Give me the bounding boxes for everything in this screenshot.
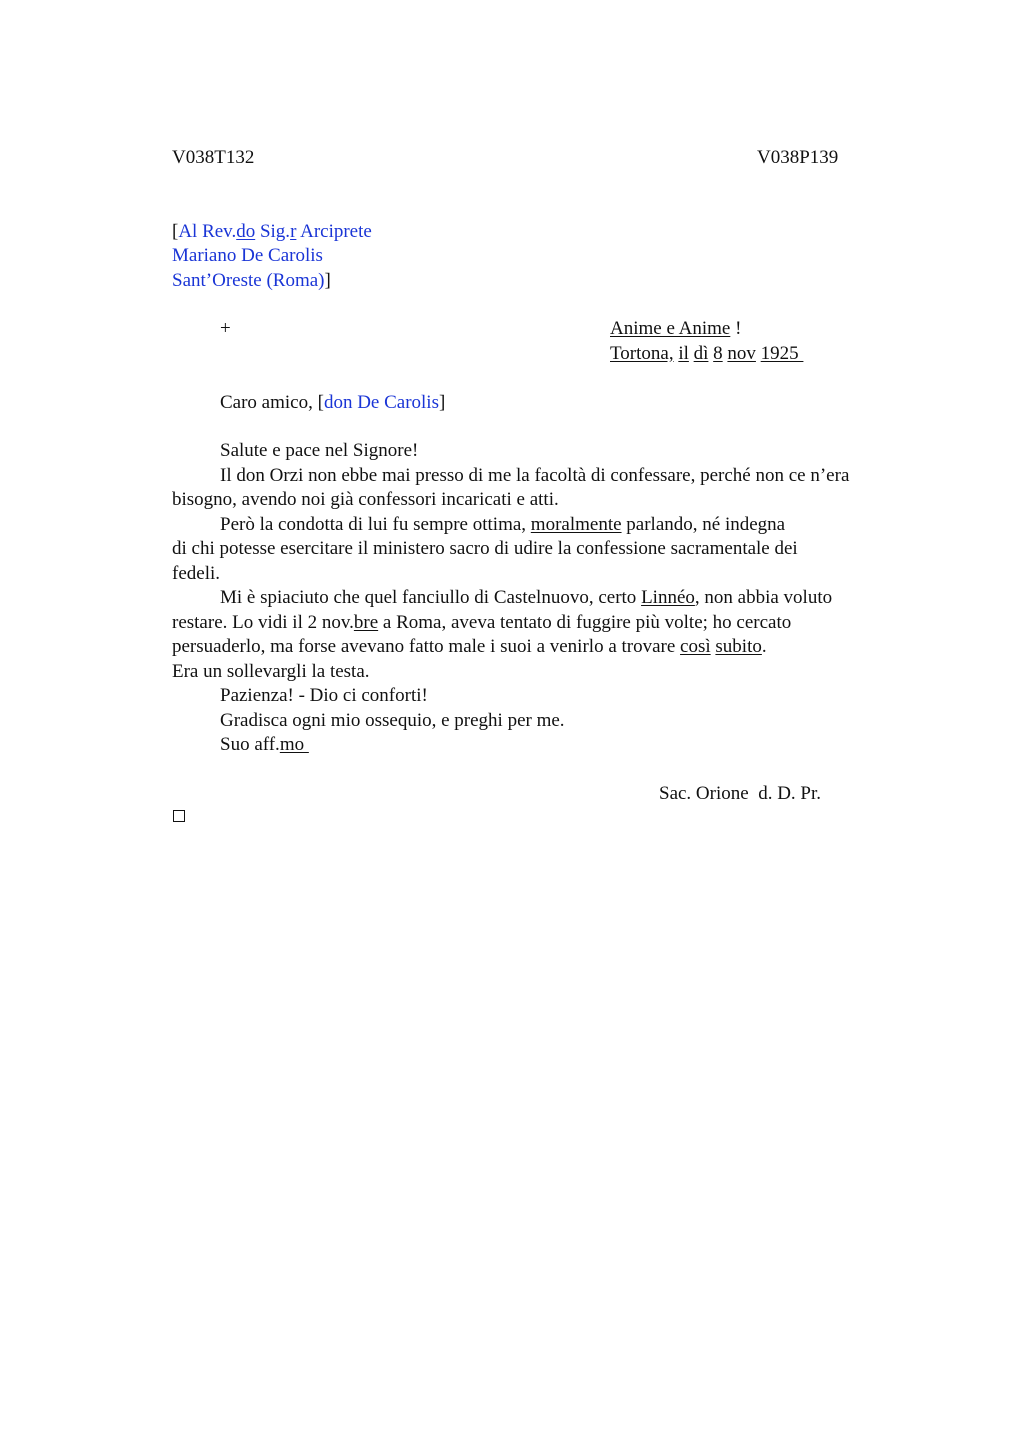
end-of-document-box bbox=[173, 810, 185, 822]
address-line1-c: Sig. bbox=[255, 221, 291, 242]
cross-symbol: + bbox=[220, 318, 231, 339]
closing-text: Suo aff. bbox=[220, 734, 280, 755]
underlined-word: Linnéo bbox=[641, 587, 695, 608]
text-span: parlando, né indegna bbox=[621, 513, 786, 535]
date-month: nov bbox=[727, 343, 756, 364]
date-di: dì bbox=[693, 343, 709, 364]
text-span: a Roma, aveva tentato di fuggire più volte; ho cercato bbox=[378, 611, 792, 633]
text-span: restare. Lo vidi il 2 nov. bbox=[172, 611, 354, 633]
closing-underlined: mo bbox=[279, 734, 309, 755]
text-span: , non abbia voluto bbox=[694, 587, 833, 608]
document-code-left: V038T132 bbox=[172, 147, 255, 168]
text-span: . bbox=[761, 636, 767, 657]
signature: Sac. Orione d. D. Pr. bbox=[659, 783, 822, 804]
text-span: Però la condotta di lui fu sempre ottima, bbox=[220, 513, 531, 535]
salutation bbox=[220, 391, 445, 416]
date-il: il bbox=[678, 343, 689, 364]
letter-body bbox=[172, 439, 912, 758]
closing-line bbox=[172, 733, 912, 758]
paragraph-3-line-4: Era un sollevargli la testa. bbox=[172, 660, 370, 682]
motto-text: Anime e Anime bbox=[610, 318, 731, 339]
address-close-bracket: ] bbox=[324, 270, 331, 291]
date-day: 8 bbox=[713, 343, 723, 364]
address-line1-b: do bbox=[236, 221, 256, 242]
address-line3-text: Sant’Oreste (Roma) bbox=[172, 270, 325, 291]
salutation-prefix: Caro amico, [ bbox=[220, 392, 324, 413]
document-code-right: V038P139 bbox=[757, 147, 839, 168]
motto bbox=[610, 317, 741, 342]
paragraph-2-line-2: di chi potesse esercitare il ministero sacro di udire la confessione sacramentale dei bbox=[172, 538, 798, 559]
address-line1-a: Al Rev. bbox=[178, 221, 237, 242]
underlined-word: subito bbox=[715, 636, 762, 657]
underlined-word: così bbox=[680, 636, 711, 657]
address-line-3 bbox=[172, 269, 331, 294]
address-line-1 bbox=[172, 220, 372, 245]
paragraph-1-line-2: bisogno, avendo noi già confessori incaricati e atti. bbox=[172, 489, 559, 510]
address-line1-e: Arciprete bbox=[296, 221, 372, 242]
paragraph-4: Pazienza! - Dio ci conforti! bbox=[220, 685, 428, 706]
greeting-line: Salute e pace nel Signore! bbox=[220, 440, 419, 461]
underlined-word: bre bbox=[353, 611, 379, 633]
address-line-2: Mariano De Carolis bbox=[172, 245, 323, 266]
dateline bbox=[610, 342, 803, 367]
address-open-bracket: [ bbox=[172, 221, 179, 242]
paragraph-1-line-1: Il don Orzi non ebbe mai presso di me la facoltà di confessare, perché non ce n’era bbox=[220, 464, 850, 486]
salutation-name: don De Carolis bbox=[323, 392, 439, 413]
date-year: 1925 bbox=[760, 343, 804, 364]
paragraph-2-line-1 bbox=[172, 513, 912, 538]
paragraph-3-line-2 bbox=[172, 611, 912, 636]
date-place: Tortona, bbox=[610, 343, 674, 364]
text-span: Mi è spiaciuto che quel fanciullo di Castelnuovo, certo bbox=[220, 587, 642, 608]
motto-punct: ! bbox=[730, 318, 742, 339]
paragraph-2-line-3: fedeli. bbox=[172, 562, 221, 584]
address-line1-d: r bbox=[290, 221, 297, 242]
salutation-suffix: ] bbox=[438, 392, 446, 413]
text-span: persuaderlo, ma forse avevano fatto male i suoi a venirlo a trovare bbox=[172, 636, 681, 657]
paragraph-3-line-3 bbox=[172, 635, 912, 660]
paragraph-5: Gradisca ogni mio ossequio, e preghi per me. bbox=[220, 709, 565, 731]
underlined-word: moralmente bbox=[530, 513, 622, 535]
paragraph-3-line-1 bbox=[172, 586, 912, 611]
